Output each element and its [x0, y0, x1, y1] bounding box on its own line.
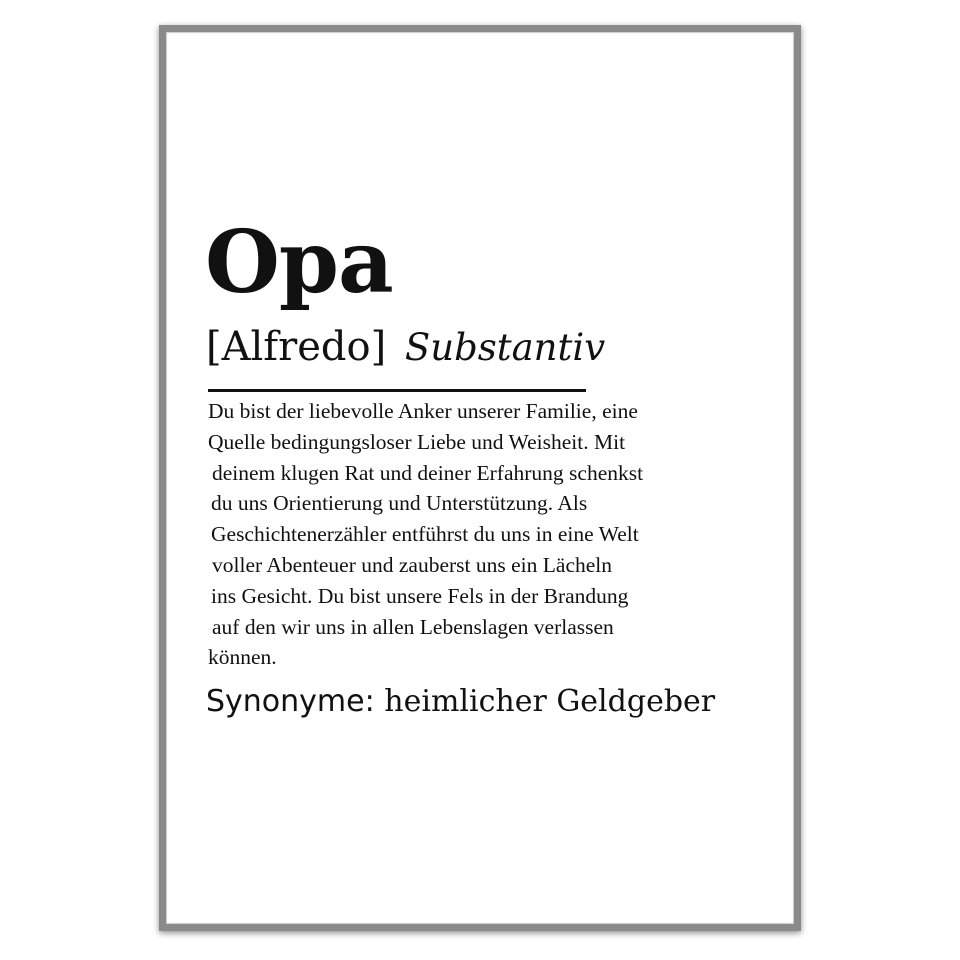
definition-text	[208, 396, 768, 673]
divider-rule	[208, 389, 586, 392]
definition-line: Du bist der liebevolle Anker unserer Familie, eine	[208, 399, 638, 423]
definition-line: voller Abenteuer und zauberst uns ein Lächeln	[212, 552, 612, 577]
synonyms-line	[206, 684, 715, 720]
definition-line: Geschichtenerzähler entführst du uns in eine Welt	[211, 522, 639, 547]
definition-line: Quelle bedingungsloser Liebe und Weisheit. Mit	[208, 429, 626, 454]
pronunciation-line	[206, 325, 605, 369]
definition-line: ins Gesicht. Du bist unsere Fels in der Brandung	[211, 583, 629, 608]
part-of-speech: Substantiv	[404, 326, 606, 369]
definition-line: können.	[208, 645, 277, 670]
synonyms-label: Synonyme:	[206, 684, 375, 719]
synonyms-value: heimlicher Geldgeber	[384, 684, 716, 719]
definition-line: auf den wir uns in allen Lebenslagen verlassen	[212, 614, 614, 639]
definition-line: du uns Orientierung und Unterstützung. Als	[211, 491, 588, 516]
bracket-name: [Alfredo]	[206, 324, 387, 370]
headword: Opa	[205, 212, 393, 313]
definition-line: deinem klugen Rat und deiner Erfahrung schenkst	[212, 460, 644, 485]
